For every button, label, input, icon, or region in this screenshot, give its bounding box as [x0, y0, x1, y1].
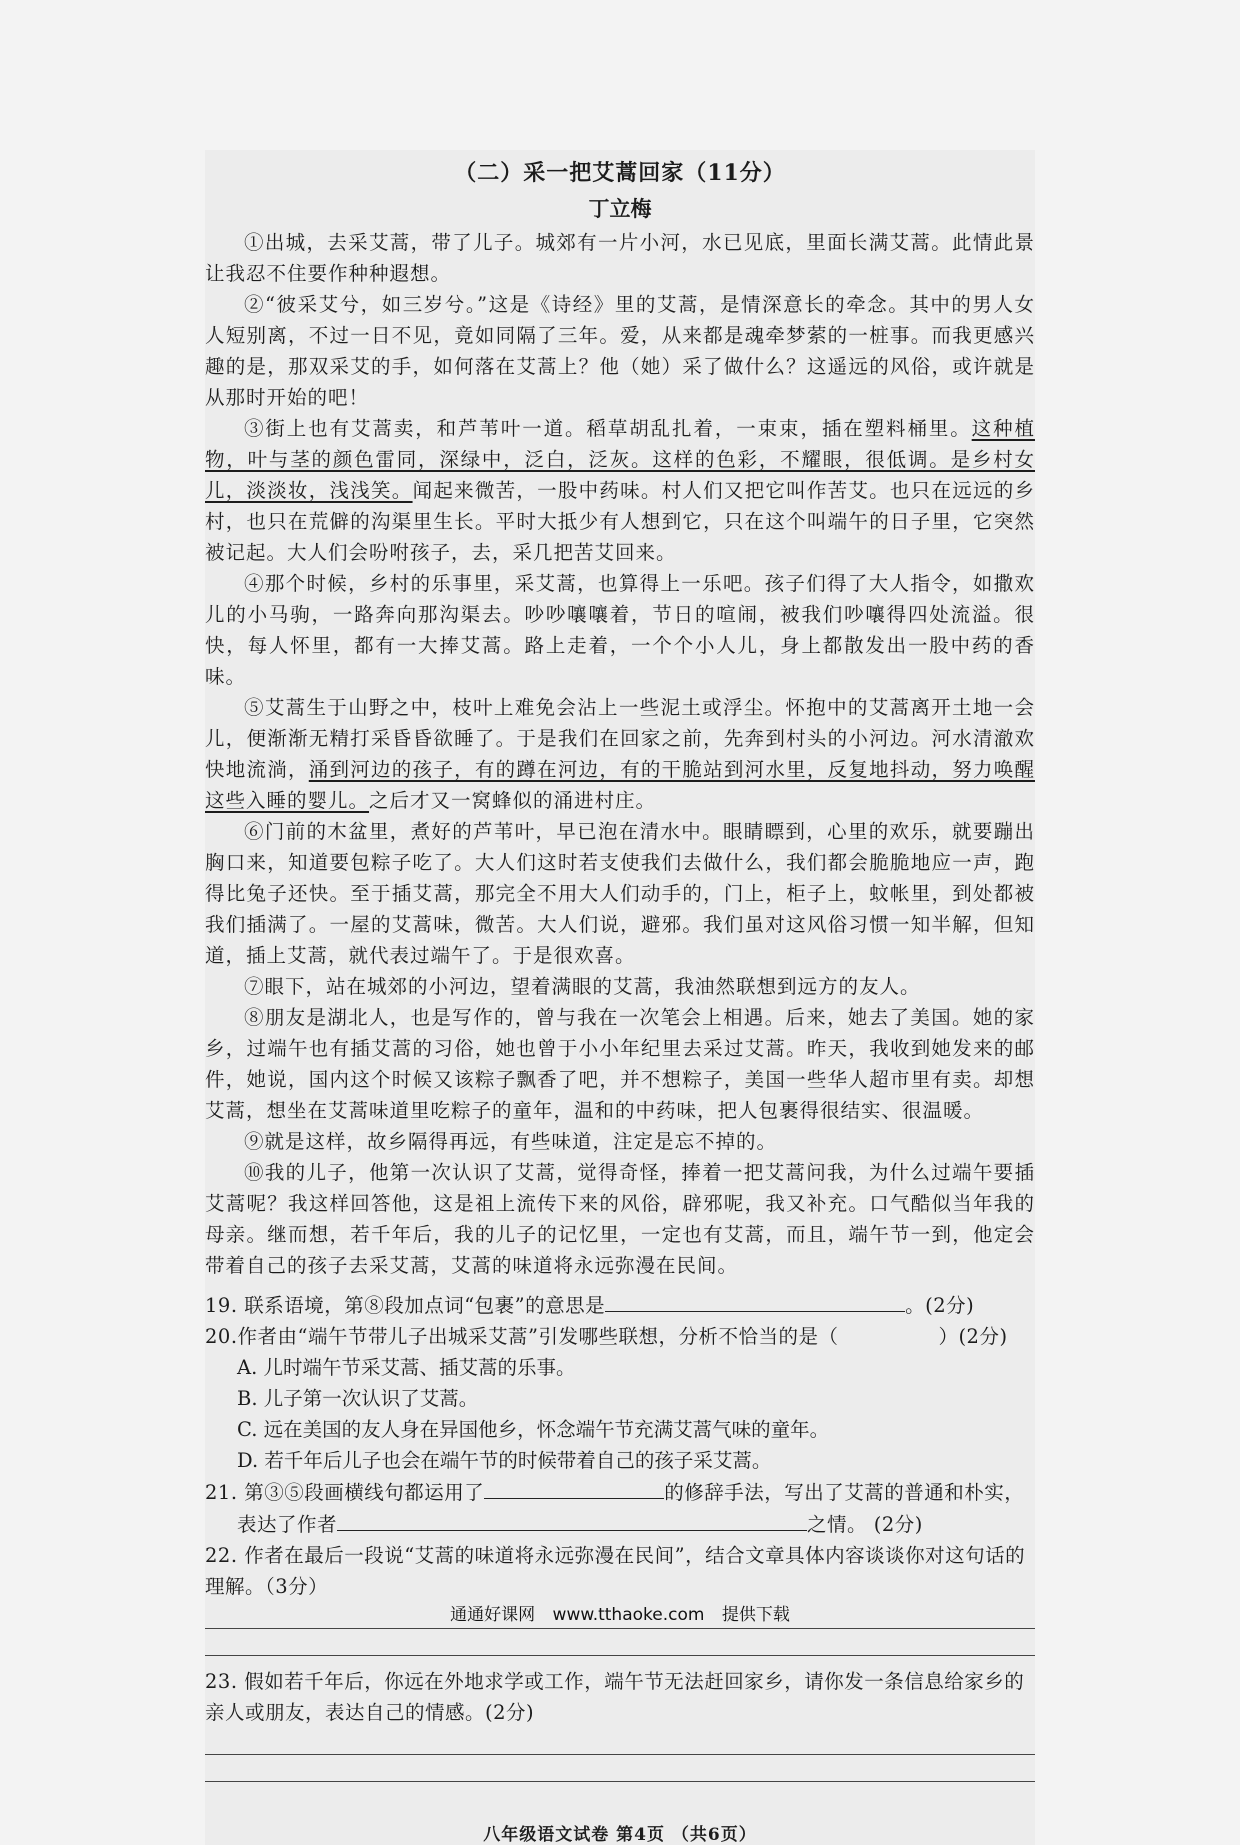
- watermark-url[interactable]: www.tthaoke.com: [552, 1605, 705, 1625]
- paragraph-9: [205, 1126, 1035, 1157]
- question-21-line2: [237, 1508, 1035, 1540]
- paragraph-text: ①出城，去采艾蒿，带了儿子。城郊有一片小河，水已见底，里面长满艾蒿。此情此景让我忍不住要作种种遐想。: [205, 231, 1035, 285]
- paragraph-7: [205, 971, 1035, 1002]
- paragraph-text: ⑨就是这样，故乡隔得再远，有些味道，注定是忘不掉的。: [244, 1130, 778, 1153]
- watermark-site-name: 通通好课网: [450, 1605, 536, 1625]
- question-20-text: 20.作者由“端午节带儿子出城采艾蒿”引发哪些联想，分析不恰当的是（: [205, 1325, 839, 1348]
- watermark: [0, 1600, 1240, 1625]
- exam-page: [205, 150, 1035, 1845]
- paragraph-8: [205, 1002, 1035, 1126]
- option-b: B. 儿子第一次认识了艾蒿。: [237, 1387, 479, 1410]
- question-21: [205, 1476, 1035, 1508]
- question-21-line2-text: 表达了作者: [237, 1513, 338, 1536]
- question-21-text: 21. 第③⑤段画横线句都运用了: [205, 1481, 485, 1504]
- question-21-score: 之情。 (2分): [807, 1513, 923, 1536]
- question-23: 23. 假如若千年后，你远在外地求学或工作，端午节无法赶回家乡，请你发一条信息给家乡的亲人或朋友，表达自己的情感。(2分): [205, 1670, 1025, 1724]
- page-footer: 八年级语文试卷 第4页 （共6页）: [483, 1825, 757, 1845]
- paragraph-4: [205, 568, 1035, 692]
- paragraph-5: [205, 692, 1035, 816]
- watermark-action: 提供下载: [721, 1605, 790, 1625]
- paragraph-text: ⑥门前的木盆里，煮好的芦苇叶，早已泡在清水中。眼睛瞟到，心里的欢乐，就要蹦出胸口来，知道要包粽子吃了。大人们这时若支使我们去做什么，我们都会脆脆地应一声，跑得比兔子还快。至于插艾蒿，那完全不用大人们动手的，门上，柜子上，蚊帐里，到处都被我们插满了。一屋的艾蒿味，微苦。大人们说，避邪。我们虽对这风俗习惯一知半解，但知道，插上艾蒿，就代表过端午了。于是很欢喜。: [205, 820, 1035, 967]
- answer-blank-19[interactable]: [605, 1289, 905, 1312]
- question-21-mid: 的修辞手法，写出了艾蒿的普通和朴实，: [664, 1481, 1025, 1504]
- paragraph-text: ④那个时候，乡村的乐事里，采艾蒿，也算得上一乐吧。孩子们得了大人指令，如撒欢儿的小马驹，一路奔向那沟渠去。吵吵嚷嚷着，节日的喧闹，被我们吵嚷得四处流溢。很快，每人怀里，都有一大捧艾蒿。路上走着，一个个小人儿，身上都散发出一股中药的香味。: [205, 572, 1035, 688]
- underlined-sentence: 涌到河边的孩子，有的蹲在河边，有的干脆站到河水里，反复地抖动，努力唤醒这些入睡的婴儿。: [205, 758, 1035, 812]
- paragraph-1: [205, 227, 1035, 289]
- option-a: A. 儿时端午节采艾蒿、插艾蒿的乐事。: [237, 1356, 576, 1379]
- question-20-score: ）(2分): [938, 1325, 1008, 1348]
- paragraph-text: ⑩我的儿子，他第一次认识了艾蒿，觉得奇怪，捧着一把艾蒿问我，为什么过端午要插艾蒿呢？我这样回答他，这是祖上流传下来的风俗，辟邪呢，我又补充。口气酷似当年我的母亲。继而想，若千年后，我的儿子的记忆里，一定也有艾蒿，而且，端午节一到，他定会带着自己的孩子去采艾蒿，艾蒿的味道将永远弥漫在民间。: [205, 1161, 1035, 1277]
- answer-blank-21b[interactable]: [337, 1508, 807, 1531]
- paragraph-text: ⑦眼下，站在城郊的小河边，望着满眼的艾蒿，我油然联想到远方的友人。: [244, 975, 921, 998]
- paragraph-2: [205, 289, 1035, 413]
- paragraph-text: 之后才又一窝蜂似的涌进村庄。: [369, 789, 657, 812]
- paragraph-text: 闻起来微苦，一股中药味。村人们又把它叫作苦艾。也只在远远的乡村，也只在荒僻的沟渠里生长。平时大抵少有人想到它，只在这个叫端午的日子里，它突然被记起。大人们会吩咐孩子，去，采几把苦艾回来。: [205, 479, 1035, 564]
- question-19: [205, 1289, 1035, 1321]
- reading-passage: [205, 227, 1035, 1281]
- paragraph-text: ②“彼采艾兮，如三岁兮。”这是《诗经》里的艾蒿，是情深意长的牵念。其中的男人女人短别离，不过一日不见，竟如同隔了三年。爱，从来都是魂牵梦萦的一桩事。而我更感兴趣的是，那双采艾的手，如何落在艾蒿上？他（她）采了做什么？这遥远的风俗，或许就是从那时开始的吧！: [205, 293, 1035, 409]
- answer-blank-21a[interactable]: [484, 1476, 664, 1499]
- section-title: （二）采一把艾蒿回家（11分）: [454, 160, 786, 186]
- paragraph-text: ⑤艾蒿生于山野之中，枝叶上难免会沾上一些泥土或浮尘。怀抱中的艾蒿离开土地一会儿，便渐渐无精打采昏昏欲睡了。于是我们在回家之前，先奔到村头的小河边。河水清澈欢快地流淌，: [205, 696, 1035, 781]
- answer-line-22b[interactable]: [205, 1629, 1035, 1656]
- option-d: D. 若千年后儿子也会在端午节的时候带着自己的孩子采艾蒿。: [237, 1449, 772, 1472]
- paragraph-text: ⑧朋友是湖北人，也是写作的，曾与我在一次笔会上相遇。后来，她去了美国。她的家乡，过端午也有插艾蒿的习俗，她也曾于小小年纪里去采过艾蒿。昨天，我收到她发来的邮件，她说，国内这个时候又该粽子飘香了吧，并不想粽子，美国一些华人超市里有卖。却想艾蒿，想坐在艾蒿味道里吃粽子的童年，温和的中药味，把人包裹得很结实、很温暖。: [205, 1006, 1035, 1122]
- question-22: 22. 作者在最后一段说“艾蒿的味道将永远弥漫在民间”，结合文章具体内容谈谈你对这句话的理解。（3分）: [205, 1544, 1026, 1598]
- question-19-score: 。(2分): [905, 1294, 975, 1317]
- paragraph-10: [205, 1157, 1035, 1281]
- option-c: C. 远在美国的友人身在异国他乡，怀念端午节充满艾蒿气味的童年。: [237, 1418, 830, 1441]
- question-20: [205, 1321, 1035, 1352]
- paragraph-text: ③街上也有艾蒿卖，和芦苇叶一道。稻草胡乱扎着，一束束，插在塑料桶里。: [244, 417, 972, 440]
- question-19-text: 19. 联系语境，第⑧段加点词“包裹”的意思是: [205, 1294, 606, 1317]
- answer-line-23b[interactable]: [205, 1755, 1035, 1782]
- author: 丁立梅: [588, 196, 652, 221]
- paragraph-3: [205, 413, 1035, 568]
- paragraph-6: [205, 816, 1035, 971]
- answer-line-23a[interactable]: [205, 1728, 1035, 1755]
- underlined-sentence: 这种植物，叶与茎的颜色雷同，深绿中，泛白，泛灰。这样的色彩，不耀眼，很低调。是乡村女儿，淡淡妆，浅浅笑。: [205, 417, 1035, 502]
